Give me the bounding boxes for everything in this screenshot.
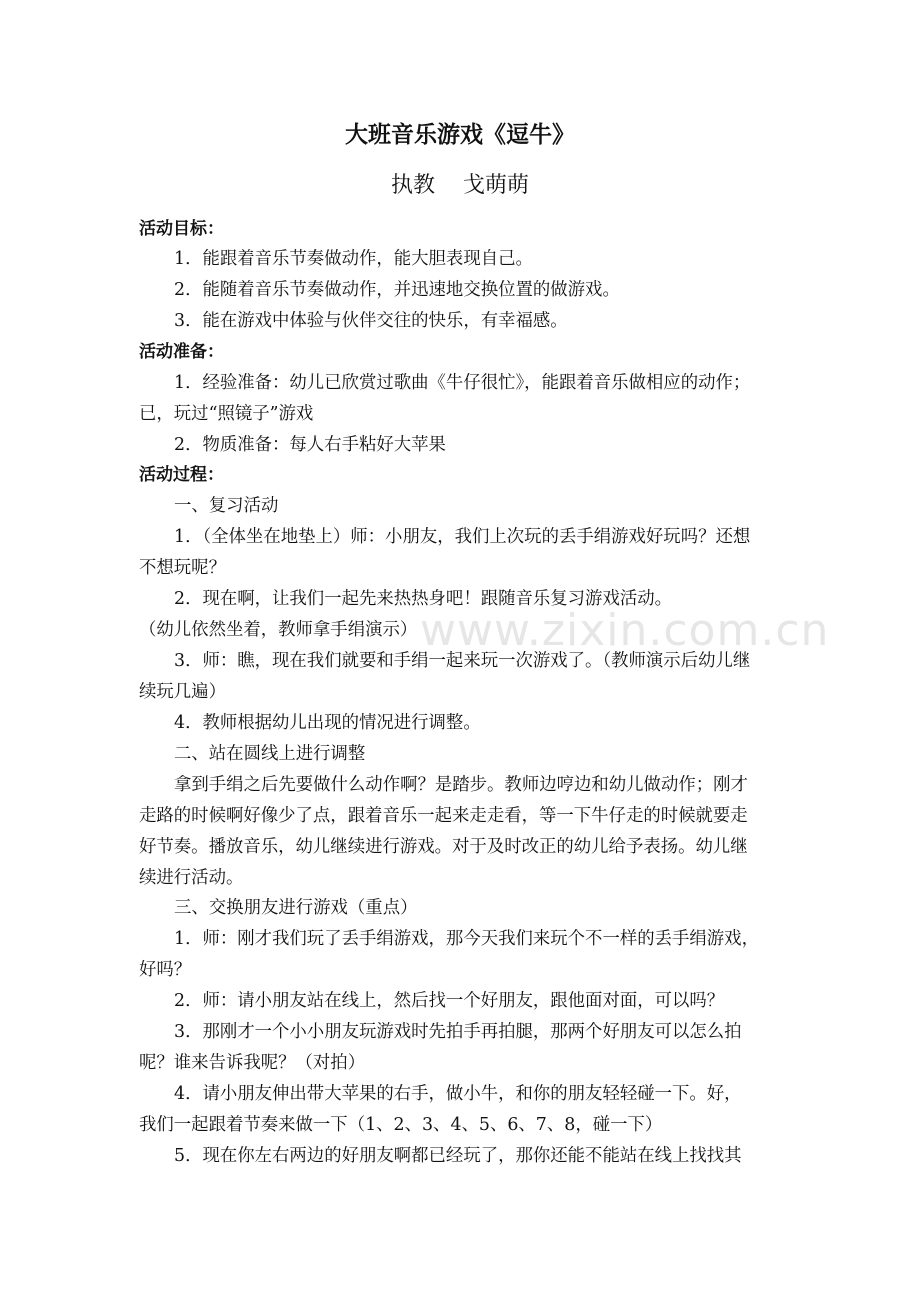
body-line: 走路的时候啊好像少了点，跟着音乐一起来走走看，等一下牛仔走的时候就要走 — [139, 806, 748, 826]
body-line: 2．能随着音乐节奏做动作，并迅速地交换位置的做游戏。 — [174, 280, 620, 300]
body-line: 我们一起跟着节奏来做一下（1、2、3、4、5、6、7、8，碰一下） — [139, 1115, 663, 1135]
body-line: 5．现在你左右两边的好朋友啊都已经玩了，那你还能不能站在线上找找其 — [174, 1146, 742, 1166]
body-line: 不想玩呢？ — [139, 558, 226, 578]
body-line: 2．师：请小朋友站在线上，然后找一个好朋友，跟他面对面，可以吗？ — [174, 991, 725, 1011]
body-line: 4．请小朋友伸出带大苹果的右手，做小牛，和你的朋友轻轻碰一下。好， — [174, 1084, 742, 1104]
section-heading-preparation: 活动准备： — [139, 342, 224, 362]
body-line: 3．师：瞧，现在我们就要和手绢一起来玩一次游戏了。（教师演示后幼儿继 — [174, 651, 751, 671]
body-line: 1．师：刚才我们玩了丢手绢游戏，那今天我们来玩个不一样的丢手绢游戏， — [174, 929, 759, 949]
body-line: 呢？谁来告诉我呢？（对拍） — [139, 1053, 366, 1073]
subsection-heading: 三、交换朋友进行游戏（重点） — [174, 898, 418, 918]
subsection-heading: 二、站在圆线上进行调整 — [174, 744, 366, 764]
body-line: 续玩几遍） — [139, 682, 226, 702]
body-line: 续进行活动。 — [139, 868, 244, 888]
author-line: 执教 戈萌萌 — [391, 173, 529, 198]
body-line: 好吗？ — [139, 960, 192, 980]
body-line: 已，玩过“照镜子”游戏 — [139, 404, 314, 424]
body-line: 2．物质准备：每人右手粘好大苹果 — [174, 435, 446, 455]
body-line: 好节奏。播放音乐，幼儿继续进行游戏。对于及时改正的幼儿给予表扬。幼儿继 — [139, 837, 748, 857]
body-line: 拿到手绢之后先要做什么动作啊？是踏步。教师边哼边和幼儿做动作；刚才 — [174, 775, 748, 795]
body-line: （幼儿依然坐着，教师拿手绢演示） — [139, 620, 418, 640]
body-line: 1．经验准备：幼儿已欣赏过歌曲《牛仔很忙》，能跟着音乐做相应的动作； — [174, 373, 751, 393]
body-line: 3．那刚才一个小小朋友玩游戏时先拍手再拍腿，那两个好朋友可以怎么拍 — [174, 1022, 742, 1042]
body-line: 2．现在啊，让我们一起先来热热身吧！跟随音乐复习游戏活动。 — [174, 589, 673, 609]
body-line: 3．能在游戏中体验与伙伴交往的快乐，有幸福感。 — [174, 311, 568, 331]
section-heading-goals: 活动目标： — [139, 219, 224, 239]
body-line: 4．教师根据幼儿出现的情况进行调整。 — [174, 713, 481, 733]
body-line: 1．能跟着音乐节奏做动作，能大胆表现自己。 — [174, 249, 533, 269]
subsection-heading: 一、复习活动 — [174, 496, 279, 516]
document-title: 大班音乐游戏《逗牛》 — [345, 122, 575, 148]
watermark: www.zixin.com.cn — [420, 605, 830, 656]
section-heading-process: 活动过程： — [139, 465, 224, 485]
body-line: 1．（全体坐在地垫上）师：小朋友，我们上次玩的丢手绢游戏好玩吗？还想 — [174, 527, 751, 547]
